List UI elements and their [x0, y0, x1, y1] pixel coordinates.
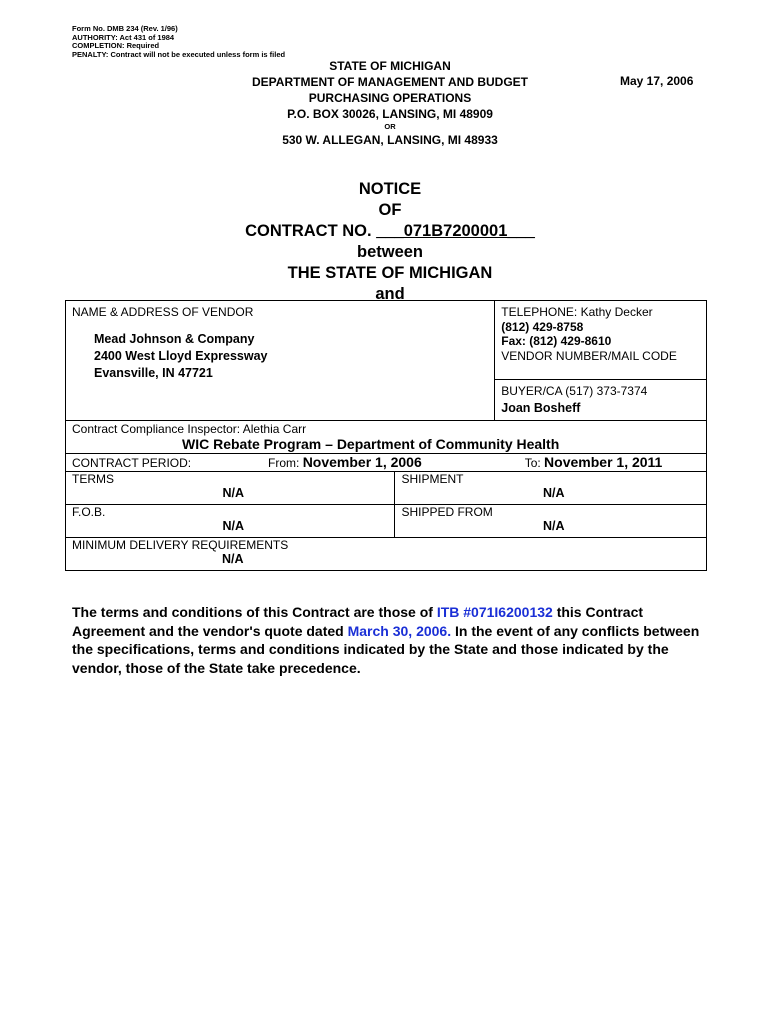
inspector-cell — [66, 421, 707, 454]
terms-text-part1: The terms and conditions of this Contract are those of — [72, 604, 437, 620]
telephone-block — [495, 301, 706, 363]
between-line: between — [356, 243, 424, 261]
min-delivery-label: MINIMUM DELIVERY REQUIREMENTS — [72, 538, 289, 552]
form-header — [72, 25, 285, 59]
vendor-address-line2: Evansville, IN 47721 — [94, 366, 213, 380]
shipped-from-cell — [395, 505, 707, 538]
fax-number: Fax: (812) 429-8610 — [501, 334, 612, 348]
state-line: THE STATE OF MICHIGAN — [287, 264, 493, 282]
agency-dept: DEPARTMENT OF MANAGEMENT AND BUDGET — [252, 75, 528, 89]
form-number: Form No. DMB 234 (Rev. 1/96) — [72, 24, 178, 33]
document-date: May 17, 2006 — [620, 74, 694, 88]
fob-cell — [66, 505, 395, 538]
buyer-block — [495, 379, 706, 419]
shipment-label: SHIPMENT — [401, 472, 464, 486]
agency-or: OR — [384, 122, 396, 131]
period-label: CONTRACT PERIOD: — [72, 456, 192, 470]
period-from-value: November 1, 2006 — [302, 454, 422, 470]
notice-line: NOTICE — [358, 180, 422, 198]
terms-text-part3: In the event of any conflicts between the specifications, terms and conditions indicated by the State and those indicated by the vendor, those of the State take precedence. — [72, 622, 700, 676]
vendor-name: Mead Johnson & Company — [94, 332, 255, 346]
agency-po-box: P.O. BOX 30026, LANSING, MI 48909 — [287, 107, 493, 121]
contact-cell — [495, 301, 707, 421]
contract-number-line — [170, 221, 610, 242]
itb-link[interactable]: ITB #071I6200132 — [436, 604, 553, 620]
contract-number: ___071B7200001___ — [376, 222, 535, 240]
vendor-address — [72, 319, 494, 382]
period-to-label: To: — [524, 456, 541, 470]
inspector-line: Contract Compliance Inspector: Alethia Carr — [72, 422, 307, 436]
shipped-from-label: SHIPPED FROM — [401, 505, 493, 519]
vendor-number-label: VENDOR NUMBER/MAIL CODE — [501, 348, 677, 363]
terms-text-part2: this Contract Agreement and the vendor's quote dated — [72, 604, 644, 639]
authority-line: AUTHORITY: Act 431 of 1984 — [72, 32, 175, 42]
buyer-label: BUYER/CA (517) 373-7374 — [501, 384, 648, 398]
terms-label: TERMS — [72, 472, 114, 486]
terms-cell — [66, 472, 395, 505]
agency-state: STATE OF MICHIGAN — [329, 59, 451, 73]
fob-value: N/A — [222, 519, 244, 533]
period-to-value: November 1, 2011 — [544, 454, 663, 470]
agency-street: 530 W. ALLEGAN, LANSING, MI 48933 — [282, 133, 498, 147]
contract-table — [65, 300, 707, 571]
penalty-line: PENALTY: Contract will not be executed unless form is filed — [72, 49, 286, 59]
shipment-value: N/A — [542, 486, 565, 500]
buyer-name: Joan Bosheff — [501, 401, 581, 415]
agency-block — [220, 58, 560, 148]
contract-prefix: CONTRACT NO. — [245, 222, 372, 240]
vendor-cell — [66, 301, 495, 421]
terms-paragraph — [72, 603, 712, 677]
telephone-label: TELEPHONE: Kathy Decker — [501, 305, 653, 319]
shipped-from-value: N/A — [542, 519, 565, 533]
notice-title — [170, 179, 610, 305]
terms-value: N/A — [222, 486, 244, 500]
min-delivery-cell — [66, 538, 707, 571]
period-row — [66, 454, 707, 472]
and-line: and — [375, 285, 405, 303]
period-from-label: From: — [268, 456, 300, 470]
agency-division: PURCHASING OPERATIONS — [308, 91, 472, 105]
completion-line: COMPLETION: Required — [72, 41, 160, 50]
program-title: WIC Rebate Program – Department of Community Health — [182, 436, 560, 452]
telephone-number: (812) 429-8758 — [501, 319, 584, 334]
shipment-cell — [395, 472, 707, 505]
vendor-header: NAME & ADDRESS OF VENDOR — [72, 305, 254, 319]
of-line: OF — [378, 201, 402, 219]
fob-label: F.O.B. — [72, 505, 106, 519]
vendor-address-line1: 2400 West Lloyd Expressway — [94, 349, 268, 363]
quote-date-link[interactable]: March 30, 2006. — [347, 622, 452, 639]
min-delivery-value: N/A — [222, 552, 244, 566]
